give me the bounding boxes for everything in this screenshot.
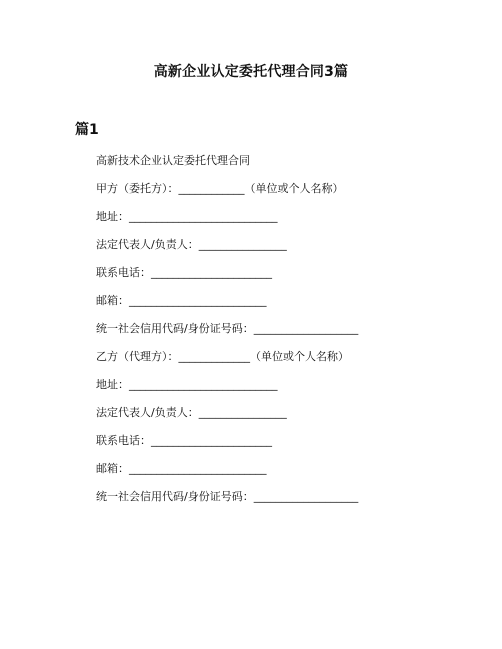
contract-line: 邮箱：_________________________ — [96, 294, 267, 307]
contract-line: 联系电话：______________________ — [96, 434, 272, 447]
contract-line: 法定代表人/负责人：________________ — [96, 238, 287, 251]
contract-line: 地址：___________________________ — [96, 210, 278, 223]
contract-body — [96, 151, 396, 515]
contract-line: 统一社会信用代码/身份证号码：___________________ — [96, 490, 359, 503]
contract-line: 统一社会信用代码/身份证号码：___________________ — [96, 322, 359, 335]
contract-line: 甲方（委托方）：____________（单位或个人名称） — [96, 182, 344, 195]
contract-line: 地址：___________________________ — [96, 378, 278, 391]
document-title: 高新企业认定委托代理合同3篇 — [153, 64, 349, 80]
contract-line: 邮箱：_________________________ — [96, 462, 267, 475]
contract-line: 联系电话：______________________ — [96, 266, 272, 279]
section-heading: 篇1 — [75, 122, 99, 138]
contract-line: 高新技术企业认定委托代理合同 — [96, 154, 250, 167]
contract-line: 法定代表人/负责人：________________ — [96, 406, 287, 419]
contract-line: 乙方（代理方）：_____________（单位或个人名称） — [96, 350, 349, 363]
